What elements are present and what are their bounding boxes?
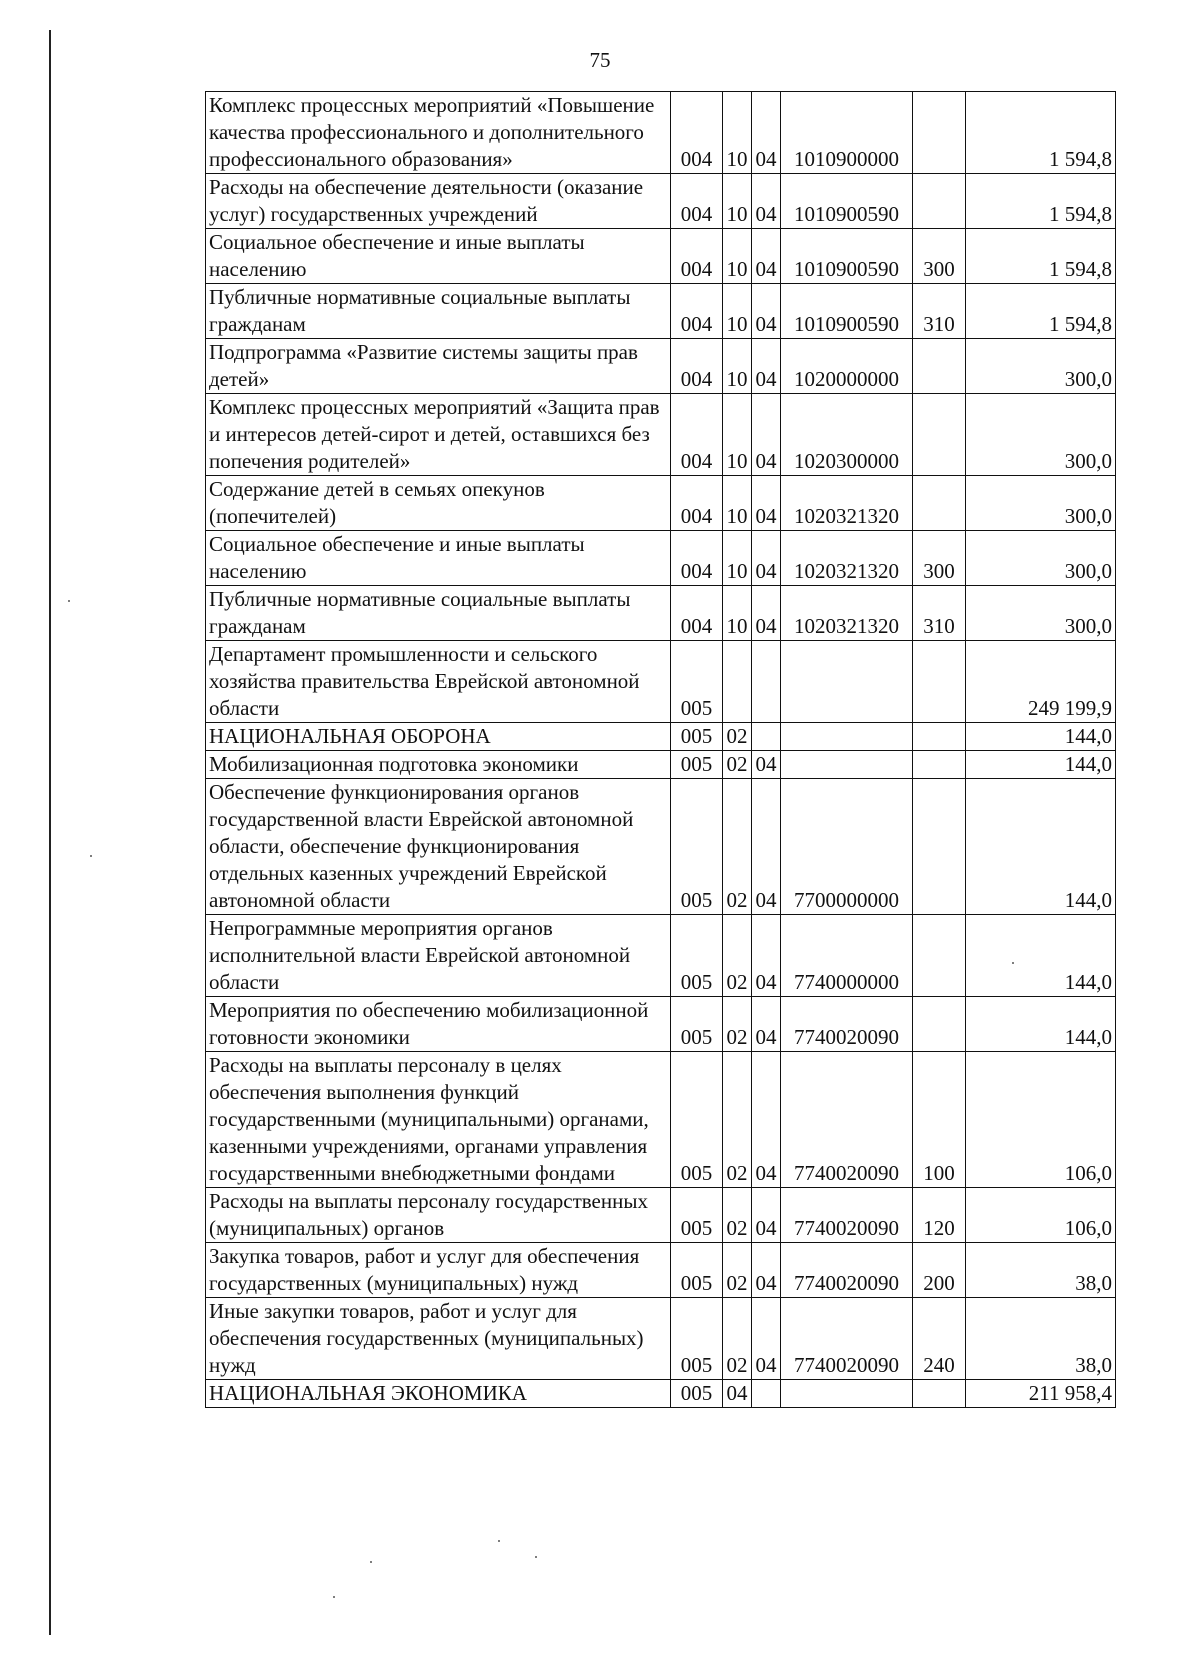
expense-type-cell xyxy=(913,339,966,394)
subsection-code-cell: 04 xyxy=(752,1052,781,1188)
expense-type-cell: 120 xyxy=(913,1188,966,1243)
table-row xyxy=(206,531,1116,586)
target-article-cell xyxy=(781,723,913,751)
ministry-code-cell: 004 xyxy=(671,284,723,339)
ministry-code-cell: 005 xyxy=(671,1298,723,1380)
subsection-code-cell: 04 xyxy=(752,476,781,531)
amount-cell: 106,0 xyxy=(966,1188,1116,1243)
ministry-code-cell: 005 xyxy=(671,1052,723,1188)
expense-type-cell xyxy=(913,174,966,229)
section-code-cell xyxy=(723,641,752,723)
amount-cell: 211 958,4 xyxy=(966,1380,1116,1408)
section-code-cell: 02 xyxy=(723,1298,752,1380)
target-article-cell: 7740020090 xyxy=(781,997,913,1052)
expense-type-cell: 310 xyxy=(913,586,966,641)
row-name-cell: Департамент промышленности и сельского хозяйства правительства Еврейской автономной области xyxy=(206,641,671,723)
row-name-cell: Мероприятия по обеспечению мобилизационной готовности экономики xyxy=(206,997,671,1052)
expense-type-cell xyxy=(913,641,966,723)
row-name-cell: Расходы на выплаты персоналу государственных (муниципальных) органов xyxy=(206,1188,671,1243)
amount-cell: 144,0 xyxy=(966,751,1116,779)
expense-type-cell xyxy=(913,751,966,779)
subsection-code-cell: 04 xyxy=(752,339,781,394)
section-code-cell: 10 xyxy=(723,174,752,229)
target-article-cell xyxy=(781,751,913,779)
target-article-cell: 1010900590 xyxy=(781,229,913,284)
table-row xyxy=(206,1188,1116,1243)
subsection-code-cell: 04 xyxy=(752,1243,781,1298)
ministry-code-cell: 005 xyxy=(671,1380,723,1408)
table-row xyxy=(206,229,1116,284)
scan-speck xyxy=(535,1556,537,1558)
amount-cell: 300,0 xyxy=(966,586,1116,641)
section-code-cell: 02 xyxy=(723,915,752,997)
row-name-cell: Расходы на обеспечение деятельности (оказание услуг) государственных учреждений xyxy=(206,174,671,229)
subsection-code-cell: 04 xyxy=(752,92,781,174)
ministry-code-cell: 004 xyxy=(671,531,723,586)
amount-cell: 144,0 xyxy=(966,779,1116,915)
expense-type-cell xyxy=(913,723,966,751)
table-row xyxy=(206,339,1116,394)
section-code-cell: 10 xyxy=(723,92,752,174)
expense-type-cell: 300 xyxy=(913,229,966,284)
ministry-code-cell: 005 xyxy=(671,723,723,751)
row-name-cell: Подпрограмма «Развитие системы защиты прав детей» xyxy=(206,339,671,394)
expense-type-cell xyxy=(913,476,966,531)
section-code-cell: 04 xyxy=(723,1380,752,1408)
table-row xyxy=(206,1298,1116,1380)
subsection-code-cell: 04 xyxy=(752,284,781,339)
amount-cell: 300,0 xyxy=(966,476,1116,531)
subsection-code-cell: 04 xyxy=(752,394,781,476)
section-code-cell: 10 xyxy=(723,284,752,339)
ministry-code-cell: 004 xyxy=(671,229,723,284)
table-row xyxy=(206,476,1116,531)
target-article-cell: 7740020090 xyxy=(781,1298,913,1380)
ministry-code-cell: 004 xyxy=(671,476,723,531)
expense-type-cell xyxy=(913,92,966,174)
table-row xyxy=(206,751,1116,779)
table-row xyxy=(206,1052,1116,1188)
row-name-cell: Закупка товаров, работ и услуг для обеспечения государственных (муниципальных) нужд xyxy=(206,1243,671,1298)
subsection-code-cell: 04 xyxy=(752,751,781,779)
scan-speck xyxy=(333,1596,335,1598)
expense-type-cell: 200 xyxy=(913,1243,966,1298)
table-row xyxy=(206,723,1116,751)
ministry-code-cell: 004 xyxy=(671,92,723,174)
subsection-code-cell: 04 xyxy=(752,174,781,229)
section-code-cell: 02 xyxy=(723,751,752,779)
ministry-code-cell: 005 xyxy=(671,1188,723,1243)
amount-cell: 38,0 xyxy=(966,1298,1116,1380)
page-number: 75 xyxy=(589,48,611,72)
table-row xyxy=(206,174,1116,229)
row-name-cell: НАЦИОНАЛЬНАЯ ЭКОНОМИКА xyxy=(206,1380,671,1408)
row-name-cell: Обеспечение функционирования органов государственной власти Еврейской автономной области, обеспечение функционирования отдельных казенных учреждений Еврейской автономной области xyxy=(206,779,671,915)
amount-cell: 249 199,9 xyxy=(966,641,1116,723)
section-code-cell: 10 xyxy=(723,394,752,476)
row-name-cell: Непрограммные мероприятия органов исполнительной власти Еврейской автономной области xyxy=(206,915,671,997)
subsection-code-cell xyxy=(752,723,781,751)
budget-table xyxy=(205,91,1116,1408)
table-row xyxy=(206,997,1116,1052)
subsection-code-cell: 04 xyxy=(752,531,781,586)
section-code-cell: 02 xyxy=(723,1188,752,1243)
target-article-cell: 1020321320 xyxy=(781,586,913,641)
scan-speck xyxy=(498,1540,500,1542)
ministry-code-cell: 005 xyxy=(671,997,723,1052)
section-code-cell: 02 xyxy=(723,1243,752,1298)
scan-speck xyxy=(68,600,70,602)
amount-cell: 144,0 xyxy=(966,915,1116,997)
expense-type-cell xyxy=(913,915,966,997)
expense-type-cell xyxy=(913,779,966,915)
row-name-cell: Социальное обеспечение и иные выплаты населению xyxy=(206,531,671,586)
table-row xyxy=(206,779,1116,915)
amount-cell: 1 594,8 xyxy=(966,92,1116,174)
amount-cell: 1 594,8 xyxy=(966,284,1116,339)
amount-cell: 1 594,8 xyxy=(966,229,1116,284)
target-article-cell xyxy=(781,1380,913,1408)
target-article-cell: 7740020090 xyxy=(781,1243,913,1298)
table-row xyxy=(206,394,1116,476)
table-row xyxy=(206,1243,1116,1298)
subsection-code-cell xyxy=(752,641,781,723)
subsection-code-cell: 04 xyxy=(752,1188,781,1243)
amount-cell: 106,0 xyxy=(966,1052,1116,1188)
row-name-cell: Мобилизационная подготовка экономики xyxy=(206,751,671,779)
section-code-cell: 02 xyxy=(723,723,752,751)
target-article-cell: 1020000000 xyxy=(781,339,913,394)
target-article-cell: 1010900590 xyxy=(781,284,913,339)
table-row xyxy=(206,1380,1116,1408)
subsection-code-cell: 04 xyxy=(752,586,781,641)
ministry-code-cell: 004 xyxy=(671,339,723,394)
scan-speck xyxy=(1012,962,1014,964)
section-code-cell: 10 xyxy=(723,531,752,586)
target-article-cell: 1010900000 xyxy=(781,92,913,174)
section-code-cell: 02 xyxy=(723,1052,752,1188)
row-name-cell: Публичные нормативные социальные выплаты гражданам xyxy=(206,586,671,641)
ministry-code-cell: 005 xyxy=(671,641,723,723)
amount-cell: 300,0 xyxy=(966,339,1116,394)
expense-type-cell: 300 xyxy=(913,531,966,586)
section-code-cell: 02 xyxy=(723,997,752,1052)
row-name-cell: Комплекс процессных мероприятий «Повышение качества профессионального и дополнительного профессионального образования» xyxy=(206,92,671,174)
target-article-cell: 7740000000 xyxy=(781,915,913,997)
subsection-code-cell xyxy=(752,1380,781,1408)
table-row xyxy=(206,641,1116,723)
ministry-code-cell: 004 xyxy=(671,394,723,476)
target-article-cell: 1020321320 xyxy=(781,531,913,586)
subsection-code-cell: 04 xyxy=(752,1298,781,1380)
scan-speck xyxy=(370,1561,372,1563)
ministry-code-cell: 005 xyxy=(671,779,723,915)
target-article-cell: 1020321320 xyxy=(781,476,913,531)
expense-type-cell: 310 xyxy=(913,284,966,339)
row-name-cell: Социальное обеспечение и иные выплаты населению xyxy=(206,229,671,284)
subsection-code-cell: 04 xyxy=(752,915,781,997)
amount-cell: 144,0 xyxy=(966,997,1116,1052)
section-code-cell: 02 xyxy=(723,779,752,915)
row-name-cell: Расходы на выплаты персоналу в целях обеспечения выполнения функций государственными (муниципальными) органами, казенными учреждениями, органами управления государственными внебюджетными фондами xyxy=(206,1052,671,1188)
ministry-code-cell: 005 xyxy=(671,1243,723,1298)
section-code-cell: 10 xyxy=(723,586,752,641)
row-name-cell: Публичные нормативные социальные выплаты гражданам xyxy=(206,284,671,339)
target-article-cell: 1010900590 xyxy=(781,174,913,229)
amount-cell: 144,0 xyxy=(966,723,1116,751)
target-article-cell: 7740020090 xyxy=(781,1188,913,1243)
target-article-cell: 7700000000 xyxy=(781,779,913,915)
amount-cell: 300,0 xyxy=(966,394,1116,476)
row-name-cell: Комплекс процессных мероприятий «Защита прав и интересов детей-сирот и детей, оставшихся без попечения родителей» xyxy=(206,394,671,476)
table-row xyxy=(206,284,1116,339)
expense-type-cell xyxy=(913,394,966,476)
ministry-code-cell: 004 xyxy=(671,586,723,641)
scan-edge-line xyxy=(49,30,51,1635)
subsection-code-cell: 04 xyxy=(752,779,781,915)
section-code-cell: 10 xyxy=(723,339,752,394)
subsection-code-cell: 04 xyxy=(752,229,781,284)
table-row xyxy=(206,92,1116,174)
row-name-cell: НАЦИОНАЛЬНАЯ ОБОРОНА xyxy=(206,723,671,751)
target-article-cell: 7740020090 xyxy=(781,1052,913,1188)
amount-cell: 1 594,8 xyxy=(966,174,1116,229)
table-row xyxy=(206,586,1116,641)
expense-type-cell: 100 xyxy=(913,1052,966,1188)
ministry-code-cell: 005 xyxy=(671,915,723,997)
section-code-cell: 10 xyxy=(723,229,752,284)
amount-cell: 300,0 xyxy=(966,531,1116,586)
expense-type-cell: 240 xyxy=(913,1298,966,1380)
amount-cell: 38,0 xyxy=(966,1243,1116,1298)
ministry-code-cell: 005 xyxy=(671,751,723,779)
target-article-cell: 1020300000 xyxy=(781,394,913,476)
row-name-cell: Иные закупки товаров, работ и услуг для обеспечения государственных (муниципальных) нужд xyxy=(206,1298,671,1380)
scan-speck xyxy=(90,855,92,857)
ministry-code-cell: 004 xyxy=(671,174,723,229)
target-article-cell xyxy=(781,641,913,723)
table-row xyxy=(206,915,1116,997)
expense-type-cell xyxy=(913,1380,966,1408)
expense-type-cell xyxy=(913,997,966,1052)
row-name-cell: Содержание детей в семьях опекунов (попечителей) xyxy=(206,476,671,531)
subsection-code-cell: 04 xyxy=(752,997,781,1052)
section-code-cell: 10 xyxy=(723,476,752,531)
